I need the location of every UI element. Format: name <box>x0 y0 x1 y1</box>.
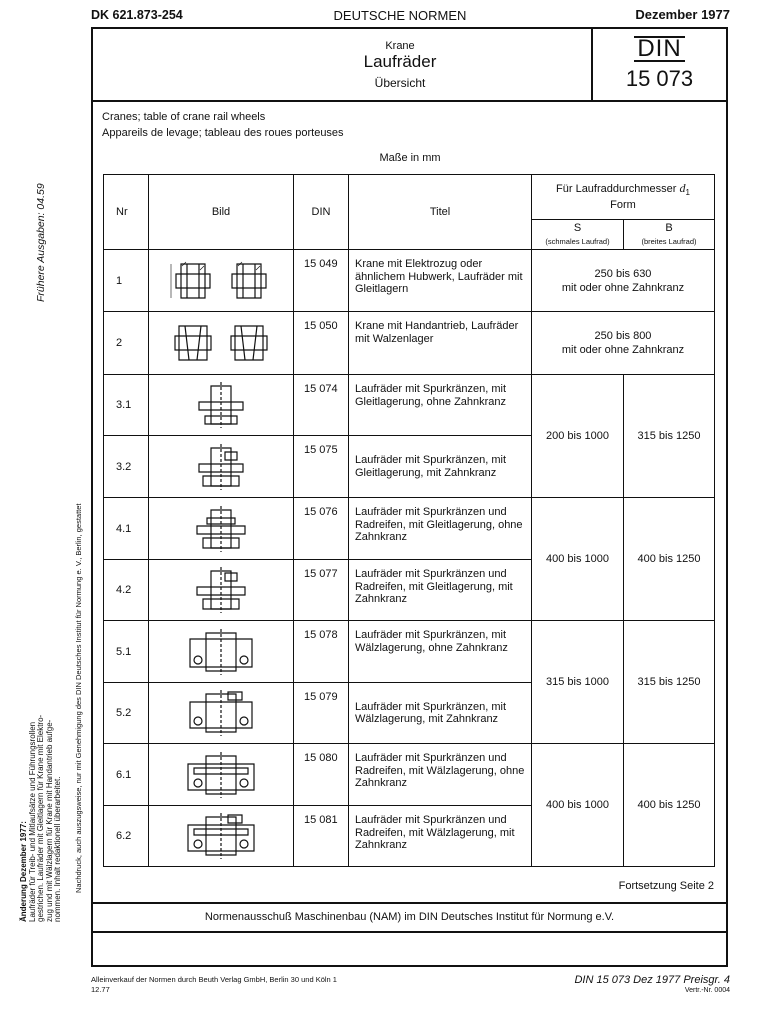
title-small: Krane <box>385 40 415 52</box>
wheel-drawing-cell <box>149 498 294 560</box>
sales-note: Alleinverkauf der Normen durch Beuth Verlag GmbH, Berlin 30 und Köln 1 <box>91 975 337 984</box>
continuation-note: Fortsetzung Seite 2 <box>618 880 714 892</box>
wheel-drawing-6-1 <box>176 750 266 800</box>
row-titel: Laufräder mit Spurkränzen, mit Gleitlagerung, mit Zahnkranz <box>349 436 532 498</box>
wheel-drawing-cell <box>149 621 294 683</box>
amendment-line: zug und mit Wälzlagern für Krane mit Handantrieb aufge- <box>44 719 54 922</box>
col-diameter-label: Für Laufraddurchmesser <box>556 182 677 195</box>
footer-vertr: Vertr.-Nr. 0004 <box>684 987 730 994</box>
wheel-drawing-cell <box>149 436 294 498</box>
row-titel: Laufräder mit Spurkränzen, mit Gleitlagerung, ohne Zahnkranz <box>349 375 532 436</box>
wheel-drawing-cell <box>149 560 294 621</box>
row-nr: 5.1 <box>104 621 149 683</box>
print-code: 12.77 <box>91 985 110 994</box>
wheel-drawing-2 <box>161 318 281 368</box>
row-din: 15 077 <box>294 560 349 621</box>
col-s-note: (schmales Laufrad) <box>545 236 610 246</box>
col-nr: Nr <box>104 175 149 250</box>
table-header-row <box>104 175 715 220</box>
wheel-drawing-5-2 <box>176 688 266 738</box>
row-nr: 4.2 <box>104 560 149 621</box>
range-3-s: 200 bis 1000 <box>532 375 624 498</box>
wheel-drawing-4-1 <box>181 504 261 554</box>
footer-din-ref: DIN 15 073 Dez 1977 Preisgr. 4 <box>574 974 730 986</box>
table-row <box>104 312 715 375</box>
wheel-drawing-cell <box>149 250 294 312</box>
row-din: 15 074 <box>294 375 349 436</box>
amendment-line: Laufräder für Treib- und Mitlaufsätze und Führungsrollen <box>27 721 37 922</box>
issue-date: Dezember 1977 <box>635 7 730 22</box>
table-row <box>104 375 715 436</box>
amendment-line: nommen. Inhalt redaktionell überarbeitet. <box>53 776 62 922</box>
din-number: 15 073 <box>625 66 694 91</box>
table-row <box>104 498 715 560</box>
col-b <box>624 220 715 250</box>
row-din: 15 080 <box>294 744 349 806</box>
range-4-s: 400 bis 1000 <box>532 498 624 621</box>
range-6-s: 400 bis 1000 <box>532 744 624 867</box>
standards-header: DEUTSCHE NORMEN <box>333 8 467 23</box>
din-logo: DIN <box>634 36 684 62</box>
col-bild: Bild <box>149 175 294 250</box>
row-titel: Laufräder mit Spurkränzen und Radreifen, mit Gleitlagerung, ohne Zahnkranz <box>349 498 532 560</box>
range-5-b: 315 bis 1250 <box>624 621 715 744</box>
committee-note: Normenausschuß Maschinenbau (NAM) im DIN Deutsches Institut für Normung e.V. <box>204 911 615 923</box>
wheel-drawing-4-2 <box>181 565 261 615</box>
table-row <box>104 744 715 806</box>
wheel-drawing-cell <box>149 375 294 436</box>
range-1-values: 250 bis 630 <box>594 267 652 280</box>
previous-editions: Frühere Ausgaben: 04.59 <box>35 183 47 302</box>
row-titel: Laufräder mit Spurkränzen, mit Wälzlagerung, mit Zahnkranz <box>349 683 532 744</box>
row-nr: 6.2 <box>104 806 149 867</box>
table-row <box>104 621 715 683</box>
row-din: 15 049 <box>294 250 349 312</box>
row-nr: 2 <box>104 312 149 375</box>
row-titel: Laufräder mit Spurkränzen und Radreifen, mit Gleitlagerung, mit Zahnkranz <box>349 560 532 621</box>
wheel-drawing-cell <box>149 744 294 806</box>
row-nr: 3.2 <box>104 436 149 498</box>
range-6-b: 400 bis 1250 <box>624 744 715 867</box>
divider-1 <box>91 902 728 904</box>
col-diameter <box>532 175 715 220</box>
subtitle-french: Appareils de levage; tableau des roues porteuses <box>102 127 344 139</box>
row-din: 15 076 <box>294 498 349 560</box>
range-2-note: mit oder ohne Zahnkranz <box>561 344 685 356</box>
wheel-drawing-cell <box>149 312 294 375</box>
reprint-note: Nachdruck, auch auszugsweise, nur mit Genehmigung des DIN Deutsches Institut für Normung e. V., Berlin, gestattet <box>74 503 83 893</box>
table-row <box>104 250 715 312</box>
col-din: DIN <box>294 175 349 250</box>
range-3-b: 315 bis 1250 <box>624 375 715 498</box>
title-sub: Übersicht <box>374 76 426 90</box>
col-b-note: (breites Laufrad) <box>641 236 697 246</box>
col-form: Form <box>610 199 636 212</box>
wheel-drawing-3-1 <box>181 380 261 430</box>
row-nr: 4.1 <box>104 498 149 560</box>
wheel-drawing-cell <box>149 683 294 744</box>
wheel-drawing-cell <box>149 806 294 867</box>
range-4-b: 400 bis 1250 <box>624 498 715 621</box>
range-2-values: 250 bis 800 <box>594 330 652 342</box>
units-note: Maße in mm <box>379 152 441 164</box>
row-nr: 1 <box>104 250 149 312</box>
wheel-drawing-3-2 <box>181 442 261 492</box>
col-s-label: S <box>573 221 582 234</box>
row-titel: Laufräder mit Spurkränzen und Radreifen, mit Wälzlagerung, mit Zahnkranz <box>349 806 532 867</box>
row-titel: Laufräder mit Spurkränzen und Radreifen, mit Wälzlagerung, ohne Zahnkranz <box>349 744 532 806</box>
col-s <box>532 220 624 250</box>
range-5-s: 315 bis 1000 <box>532 621 624 744</box>
col-diameter-symbol: d <box>679 180 686 195</box>
row-din: 15 075 <box>294 436 349 498</box>
range-1-note: mit oder ohne Zahnkranz <box>561 281 685 294</box>
document-code: DK 621.873-254 <box>91 8 183 22</box>
col-diameter-sub: 1 <box>685 188 690 198</box>
col-titel: Titel <box>349 175 532 250</box>
wheel-drawing-1 <box>161 256 281 306</box>
din-box <box>593 29 726 102</box>
amendment-title: Änderung Dezember 1977: <box>19 821 28 922</box>
row-nr: 3.1 <box>104 375 149 436</box>
amendment-note <box>20 715 63 922</box>
page-title: Laufräder <box>363 52 437 71</box>
row-din: 15 081 <box>294 806 349 867</box>
amendment-line: gestrichen. Laufräder mit Gleitlagern für Krane mit Elektro- <box>36 714 45 922</box>
row-nr: 5.2 <box>104 683 149 744</box>
range-cell-2 <box>532 312 715 375</box>
row-din: 15 079 <box>294 683 349 744</box>
row-nr: 6.1 <box>104 744 149 806</box>
wheel-drawing-6-2 <box>176 811 266 861</box>
row-titel: Krane mit Elektrozug oder ähnlichem Hubwerk, Laufräder mit Gleitlagern <box>349 250 532 312</box>
row-titel: Krane mit Handantrieb, Laufräder mit Walzenlager <box>349 312 532 375</box>
wheel-drawing-5-1 <box>176 627 266 677</box>
wheel-table <box>103 174 715 867</box>
row-din: 15 078 <box>294 621 349 683</box>
col-b-label: B <box>665 221 673 234</box>
divider-2 <box>91 931 728 933</box>
row-din: 15 050 <box>294 312 349 375</box>
row-titel: Laufräder mit Spurkränzen, mit Wälzlagerung, ohne Zahnkranz <box>349 621 532 683</box>
subtitle-english: Cranes; table of crane rail wheels <box>102 111 266 123</box>
range-cell-1 <box>532 250 715 312</box>
